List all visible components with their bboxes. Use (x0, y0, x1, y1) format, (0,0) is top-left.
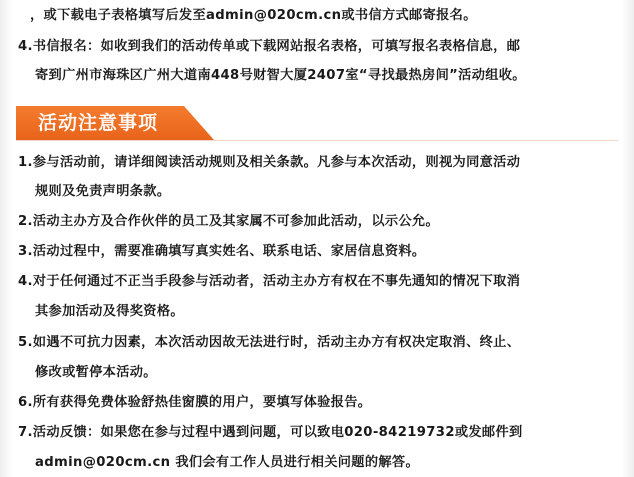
notice-line-2: 规则及免责声明条款。 (35, 184, 171, 199)
notice-line-4: 3.活动过程中，需要准确填写真实姓名、联系电话、家居信息资料。 (18, 244, 426, 259)
notice-line-8: 修改或暂停本活动。 (35, 365, 157, 380)
notice-line-10: 7.活动反馈：如果您在参与过程中遇到问题，可以致电020-84219732或发邮件到 (18, 425, 523, 440)
signup-item-4-line-2: 寄到广州市海珠区广州大道南448号财智大厦2407室“寻找最热房间”活动组收。 (35, 68, 526, 83)
signup-email-line: ，或下载电子表格填写后发至admin@020cm.cn或书信方式邮寄报名。 (30, 8, 477, 23)
notice-line-9: 6.所有获得免费体验舒热佳窗膜的用户，要填写体验报告。 (18, 395, 372, 410)
notice-line-7: 5.如遇不可抗力因素，本次活动因故无法进行时，活动主办方有权决定取消、终止、 (18, 335, 521, 350)
notice-line-3: 2.活动主办方及合作伙伴的员工及其家属不可参加此活动，以示公允。 (18, 214, 440, 229)
notice-line-6: 其参加活动及得奖资格。 (35, 304, 184, 319)
signup-item-4-line-1: 4.书信报名：如收到我们的活动传单或下载网站报名表格，可填写报名表格信息，邮 (18, 39, 521, 54)
left-shade (0, 0, 12, 477)
section-divider (16, 140, 618, 141)
notice-line-11: admin@020cm.cn 我们会有工作人员进行相关问题的解答。 (35, 455, 419, 470)
notice-line-1: 1.参与活动前，请详细阅读活动规则及相关条款。凡参与本次活动，则视为同意活动 (18, 155, 521, 170)
right-shade (622, 0, 634, 477)
section-title: 活动注意事项 (38, 112, 159, 134)
notice-line-5: 4.对于任何通过不正当手段参与活动者，活动主办方有权在不事先通知的情况下取消 (18, 274, 521, 289)
